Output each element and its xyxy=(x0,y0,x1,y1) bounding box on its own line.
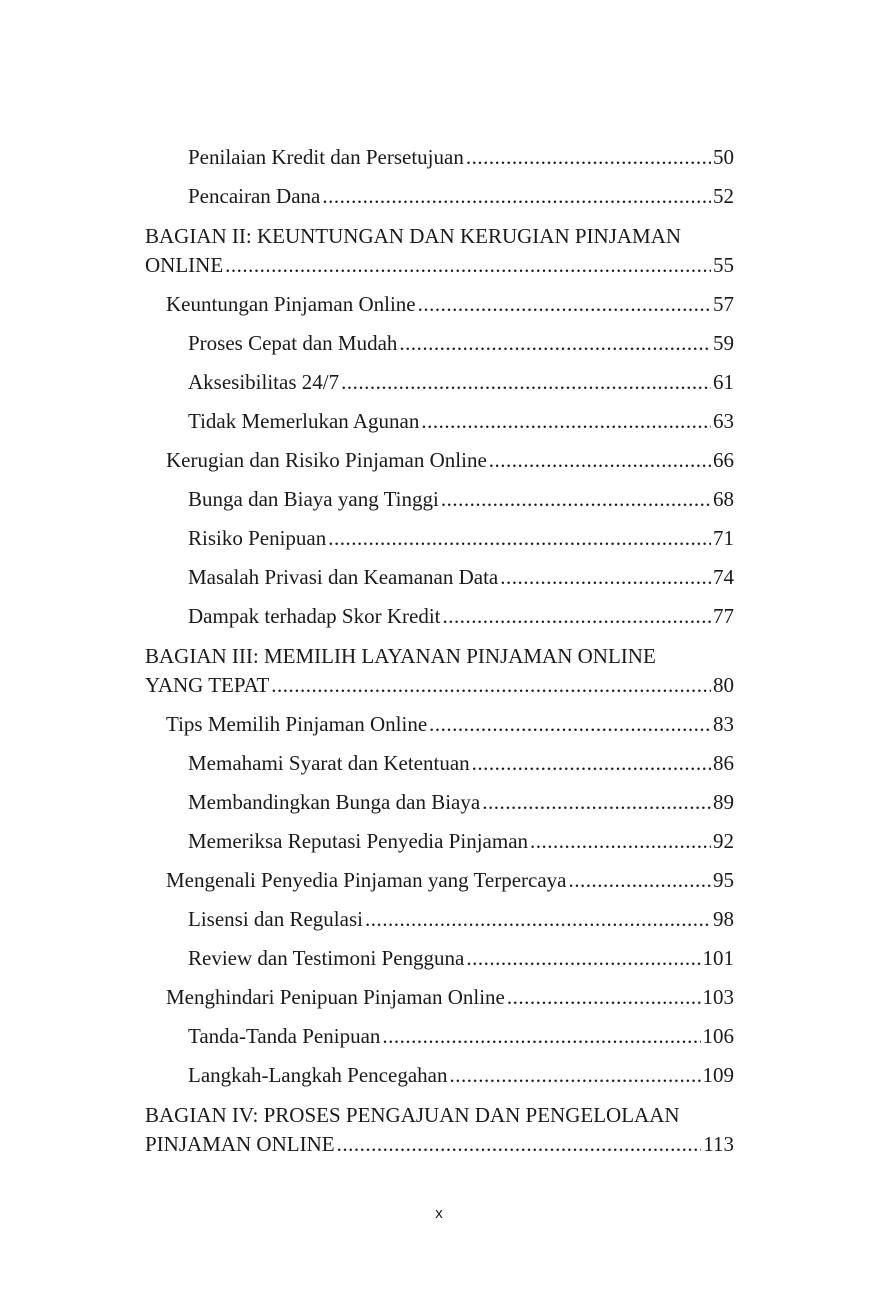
toc-entry-title: Proses Cepat dan Mudah xyxy=(188,331,398,355)
toc-page-number: 52 xyxy=(713,184,734,208)
dot-leader xyxy=(443,602,711,631)
toc-entry[interactable] xyxy=(188,905,734,934)
toc-entry[interactable] xyxy=(188,143,734,172)
toc-entry-title: Review dan Testimoni Pengguna xyxy=(188,946,465,970)
dot-leader xyxy=(507,983,701,1012)
toc-entry-title: ONLINE xyxy=(145,253,224,277)
toc-entry-title: Langkah-Langkah Pencegahan xyxy=(188,1063,448,1087)
toc-page-number: 68 xyxy=(713,487,734,511)
toc-entry[interactable] xyxy=(188,329,734,358)
toc-entry[interactable] xyxy=(166,866,734,895)
toc-page-number: 50 xyxy=(713,145,734,169)
toc-entry-title: Tidak Memerlukan Agunan xyxy=(188,409,420,433)
toc-entry-title: Memahami Syarat dan Ketentuan xyxy=(188,751,470,775)
toc-entry[interactable] xyxy=(188,407,734,436)
toc-entry[interactable] xyxy=(166,710,734,739)
toc-section-heading[interactable]: BAGIAN IV: PROSES PENGAJUAN DAN PENGELOLAAN xyxy=(145,1103,680,1127)
toc-entry[interactable] xyxy=(188,485,734,514)
dot-leader xyxy=(322,182,711,211)
toc-entry[interactable] xyxy=(166,290,734,319)
dot-leader xyxy=(341,368,711,397)
dot-leader xyxy=(382,1022,700,1051)
toc-entry-title: Dampak terhadap Skor Kredit xyxy=(188,604,441,628)
dot-leader xyxy=(489,446,711,475)
toc-entry-title: Aksesibilitas 24/7 xyxy=(188,370,340,394)
dot-leader xyxy=(328,524,711,553)
toc-entry-title: Penilaian Kredit dan Persetujuan xyxy=(188,145,464,169)
toc-entry-title: Mengenali Penyedia Pinjaman yang Terpercaya xyxy=(166,868,567,892)
toc-entry-title: Memeriksa Reputasi Penyedia Pinjaman xyxy=(188,829,529,853)
toc-page-number: 89 xyxy=(713,790,734,814)
toc-entry-title: Bunga dan Biaya yang Tinggi xyxy=(188,487,439,511)
toc-entry-title: PINJAMAN ONLINE xyxy=(145,1132,335,1156)
toc-page-number: 61 xyxy=(713,370,734,394)
toc-entry-title: Menghindari Penipuan Pinjaman Online xyxy=(166,985,505,1009)
toc-page-number: 80 xyxy=(713,673,734,697)
toc-page-number: 63 xyxy=(713,409,734,433)
toc-entry-title: Tips Memilih Pinjaman Online xyxy=(166,712,428,736)
toc-page-number: 66 xyxy=(713,448,734,472)
toc-page-number: 86 xyxy=(713,751,734,775)
dot-leader xyxy=(418,290,711,319)
dot-leader xyxy=(337,1130,702,1159)
dot-leader xyxy=(399,329,711,358)
toc-page-number: 106 xyxy=(702,1024,734,1048)
toc-entry[interactable] xyxy=(188,563,734,592)
toc-entry[interactable] xyxy=(188,827,734,856)
dot-leader xyxy=(569,866,712,895)
toc-page-number: 109 xyxy=(702,1063,734,1087)
toc-entry[interactable] xyxy=(188,1061,734,1090)
dot-leader xyxy=(421,407,711,436)
toc-page-number: 71 xyxy=(713,526,734,550)
toc-page-number: 92 xyxy=(713,829,734,853)
toc-entry[interactable] xyxy=(188,524,734,553)
toc-entry[interactable] xyxy=(188,602,734,631)
page-number-footer: x xyxy=(435,1205,443,1222)
toc-page-number: 57 xyxy=(713,292,734,316)
dot-leader xyxy=(225,251,711,280)
toc-entry-title: Kerugian dan Risiko Pinjaman Online xyxy=(166,448,487,472)
toc-page-number: 59 xyxy=(713,331,734,355)
toc-page-number: 113 xyxy=(703,1132,734,1156)
dot-leader xyxy=(466,143,711,172)
toc-entry[interactable] xyxy=(188,788,734,817)
toc-section-entry[interactable] xyxy=(145,671,734,700)
toc-entry-title: YANG TEPAT xyxy=(145,673,270,697)
dot-leader xyxy=(466,944,700,973)
toc-entry-title: Pencairan Dana xyxy=(188,184,321,208)
dot-leader xyxy=(271,671,711,700)
toc-entry-title: Risiko Penipuan xyxy=(188,526,327,550)
toc-entry[interactable] xyxy=(166,983,734,1012)
dot-leader xyxy=(472,749,711,778)
toc-entry-title: Lisensi dan Regulasi xyxy=(188,907,363,931)
toc-entry[interactable] xyxy=(166,446,734,475)
toc-entry-title: Tanda-Tanda Penipuan xyxy=(188,1024,381,1048)
dot-leader xyxy=(482,788,711,817)
dot-leader xyxy=(500,563,711,592)
toc-section-heading[interactable]: BAGIAN II: KEUNTUNGAN DAN KERUGIAN PINJAMAN xyxy=(145,224,682,248)
dot-leader xyxy=(449,1061,700,1090)
toc-section-entry[interactable] xyxy=(145,1130,734,1159)
toc-page-number: 101 xyxy=(702,946,734,970)
toc-page-number: 98 xyxy=(713,907,734,931)
toc-entry-title: Keuntungan Pinjaman Online xyxy=(166,292,416,316)
toc-entry[interactable] xyxy=(188,1022,734,1051)
toc-entry[interactable] xyxy=(188,182,734,211)
toc-entry[interactable] xyxy=(188,749,734,778)
dot-leader xyxy=(441,485,711,514)
dot-leader xyxy=(429,710,711,739)
toc-page-number: 103 xyxy=(702,985,734,1009)
toc-page-number: 77 xyxy=(713,604,734,628)
toc-page-number: 83 xyxy=(713,712,734,736)
dot-leader xyxy=(530,827,711,856)
dot-leader xyxy=(365,905,711,934)
toc-page-number: 55 xyxy=(713,253,734,277)
toc-entry[interactable] xyxy=(188,368,734,397)
toc-section-entry[interactable] xyxy=(145,251,734,280)
toc-entry[interactable] xyxy=(188,944,734,973)
toc-page-number: 74 xyxy=(713,565,734,589)
toc-entry-title: Membandingkan Bunga dan Biaya xyxy=(188,790,481,814)
toc-entry-title: Masalah Privasi dan Keamanan Data xyxy=(188,565,499,589)
toc-page-number: 95 xyxy=(713,868,734,892)
toc-section-heading[interactable]: BAGIAN III: MEMILIH LAYANAN PINJAMAN ONLINE xyxy=(145,644,656,668)
